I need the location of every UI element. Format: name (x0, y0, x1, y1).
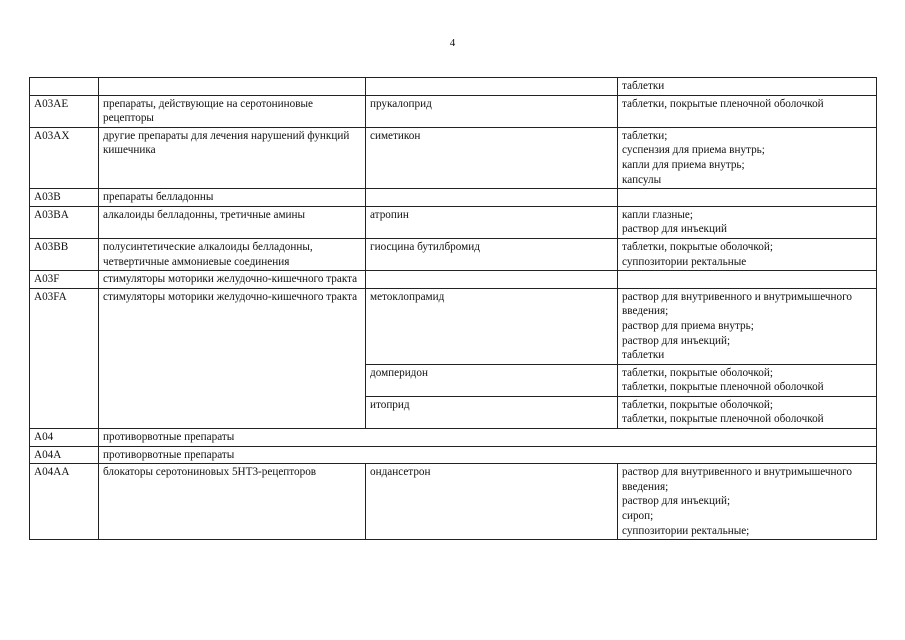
dosage-form-line: раствор для внутривенного и внутримышечного введения; (622, 290, 853, 318)
table-row (30, 271, 877, 289)
drug-name-cell: гиосцина бутилбромид (366, 238, 618, 270)
group-name-cell: полусинтетические алкалоиды белладонны, четвертичные аммониевые соединения (99, 238, 366, 270)
dosage-form-line: суппозитории ректальные; (622, 524, 750, 537)
dosage-form-cell (618, 127, 877, 188)
drug-name-cell (366, 78, 618, 96)
dosage-form-line: таблетки (622, 80, 665, 92)
dosage-form-line: таблетки, покрытые пленочной оболочкой (622, 413, 824, 426)
dosage-form-cell (618, 95, 877, 127)
dosage-form-cell (618, 288, 877, 364)
dosage-form-line: таблетки, покрытые пленочной оболочкой (622, 97, 824, 110)
dosage-form-line: таблетки; (622, 129, 668, 142)
group-name-cell: стимуляторы моторики желудочно-кишечного тракта (99, 288, 366, 428)
atc-code-cell: A03AE (30, 95, 99, 127)
group-name-cell (99, 78, 366, 96)
dosage-form-line: раствор для инъекций (622, 223, 727, 236)
dosage-form-line: сироп; (622, 510, 654, 523)
drug-name-cell (366, 189, 618, 207)
dosage-form-cell (618, 464, 877, 540)
drug-name-cell: метоклопрамид (366, 288, 618, 364)
group-name-cell: стимуляторы моторики желудочно-кишечного тракта (99, 271, 366, 289)
table-row (30, 238, 877, 270)
dosage-form-line: раствор для приема внутрь; (622, 319, 754, 332)
dosage-form-line: раствор для инъекций; (622, 495, 731, 508)
dosage-form-line: таблетки, покрытые оболочкой; (622, 398, 773, 411)
atc-code-cell: A03B (30, 189, 99, 207)
atc-code-cell: A03AX (30, 127, 99, 188)
page-number: 4 (449, 37, 456, 49)
drug-name-cell: симетикон (366, 127, 618, 188)
drug-name-cell (366, 271, 618, 289)
group-name-cell: препараты белладонны (99, 189, 366, 207)
group-name-cell: препараты, действующие на серотониновые рецепторы (99, 95, 366, 127)
dosage-form-line: раствор для инъекций; (622, 334, 731, 347)
dosage-form-line: суппозитории ректальные (622, 255, 747, 268)
drug-name-cell: итоприд (366, 396, 618, 428)
dosage-form-line: таблетки, покрытые пленочной оболочкой (622, 381, 824, 394)
dosage-form-cell (618, 396, 877, 428)
atc-code-cell: A03F (30, 271, 99, 289)
table-row (30, 78, 877, 96)
drug-table (29, 77, 877, 540)
drug-name-cell: прукалоприд (366, 95, 618, 127)
atc-code-cell: A03BA (30, 206, 99, 238)
group-name-cell: другие препараты для лечения нарушений функций кишечника (99, 127, 366, 188)
table-row (30, 288, 877, 364)
atc-code-cell: A04 (30, 429, 99, 447)
table-row (30, 429, 877, 447)
group-name-cell: блокаторы серотониновых 5HT3-рецепторов (99, 464, 366, 540)
atc-code-cell: A04AA (30, 464, 99, 540)
group-name-cell: алкалоиды белладонны, третичные амины (99, 206, 366, 238)
group-name-cell: противорвотные препараты (99, 429, 877, 447)
dosage-form-line: раствор для внутривенного и внутримышечного введения; (622, 466, 853, 493)
drug-name-cell: домперидон (366, 364, 618, 396)
table-row (30, 464, 877, 540)
atc-code-cell (30, 78, 99, 96)
table-row (30, 95, 877, 127)
dosage-form-line: капсулы (622, 173, 662, 186)
dosage-form-line: суспензия для приема внутрь; (622, 144, 765, 157)
dosage-form-line: таблетки, покрытые оболочкой; (622, 240, 773, 253)
dosage-form-cell (618, 364, 877, 396)
table-row (30, 127, 877, 188)
atc-code-cell: A04A (30, 446, 99, 464)
dosage-form-line: таблетки (622, 349, 665, 362)
dosage-form-cell (618, 238, 877, 270)
dosage-form-line: таблетки, покрытые оболочкой; (622, 366, 773, 379)
table-row (30, 206, 877, 238)
table-row (30, 446, 877, 464)
dosage-form-cell (618, 189, 877, 207)
dosage-form-line: капли для приема внутрь; (622, 158, 745, 171)
group-name-cell: противорвотные препараты (99, 446, 877, 464)
dosage-form-cell (618, 78, 877, 96)
atc-code-cell: A03FA (30, 288, 99, 428)
table-row (30, 189, 877, 207)
dosage-form-line: капли глазные; (622, 208, 694, 221)
drug-name-cell: ондансетрон (366, 464, 618, 540)
dosage-form-cell (618, 206, 877, 238)
drug-name-cell: атропин (366, 206, 618, 238)
dosage-form-cell (618, 271, 877, 289)
atc-code-cell: A03BB (30, 238, 99, 270)
